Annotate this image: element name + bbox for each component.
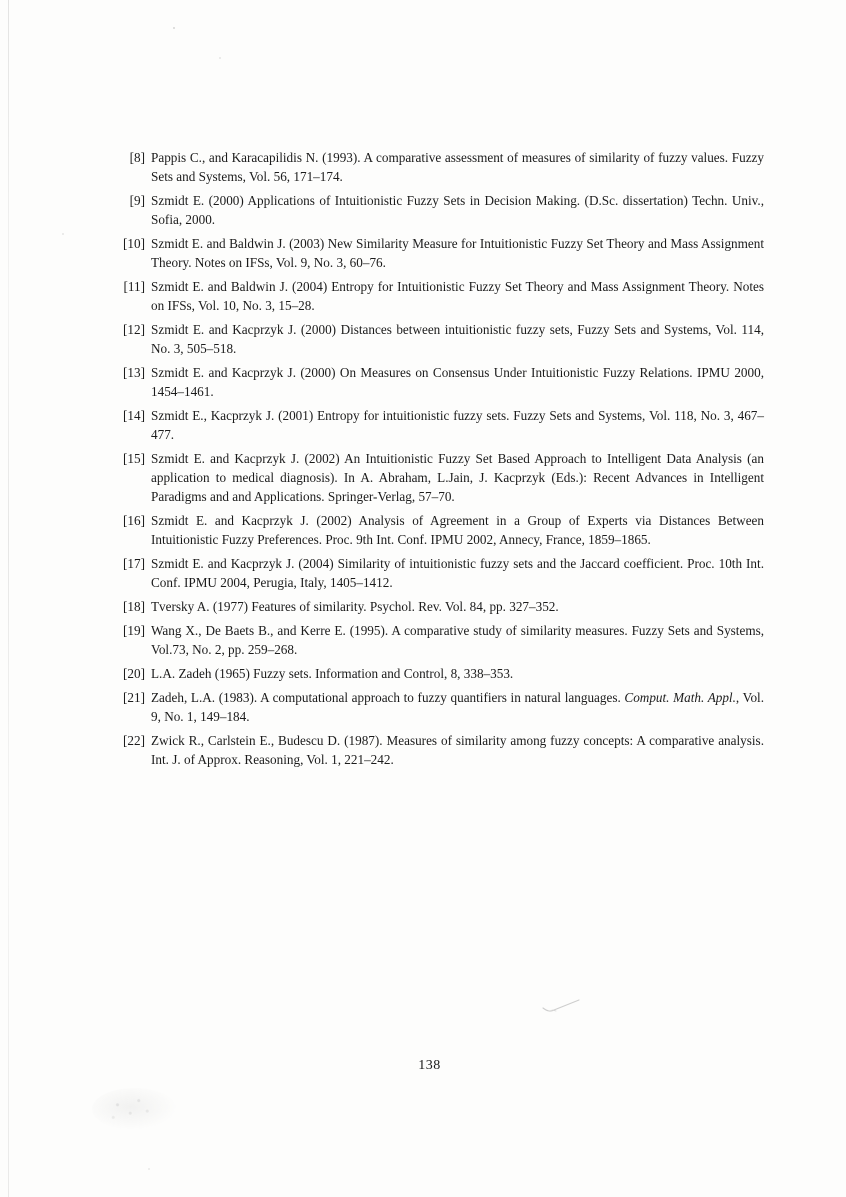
reference-number: [12]	[123, 322, 145, 337]
reference-text: Szmidt E. and Baldwin J. (2004) Entropy for Intuitionistic Fuzzy Set Theory and Mass Assignment Theory. Notes on IFSs, Vol. 10, No. 3, 15–28.	[151, 279, 764, 313]
reference-item	[119, 234, 764, 272]
reference-text: Szmidt E. and Kacprzyk J. (2000) On Measures on Consensus Under Intuitionistic Fuzzy Relations. IPMU 2000, 1454–1461.	[151, 365, 764, 399]
reference-item	[119, 320, 764, 358]
reference-item	[119, 363, 764, 401]
reference-text: Tversky A. (1977) Features of similarity. Psychol. Rev. Vol. 84, pp. 327–352.	[151, 599, 559, 614]
reference-text: Szmidt E. (2000) Applications of Intuitionistic Fuzzy Sets in Decision Making. (D.Sc. dissertation) Techn. Univ., Sofia, 2000.	[151, 193, 764, 227]
reference-number: [13]	[123, 365, 145, 380]
reference-number: [20]	[123, 666, 145, 681]
reference-text-segment: , Vol. 9, No. 1, 149–184.	[151, 690, 764, 724]
scan-speck-artifact	[173, 27, 175, 29]
pencil-checkmark-artifact	[541, 997, 583, 1015]
reference-item	[119, 449, 764, 506]
reference-text: L.A. Zadeh (1965) Fuzzy sets. Information and Control, 8, 338–353.	[151, 666, 514, 681]
reference-text: Wang X., De Baets B., and Kerre E. (1995). A comparative study of similarity measures. Fuzzy Sets and Systems, Vol.73, No. 2, pp. 259–268.	[151, 623, 764, 657]
reference-item	[119, 621, 764, 659]
reference-number: [22]	[123, 733, 145, 748]
reference-item	[119, 731, 764, 769]
reference-text-segment: Zadeh, L.A. (1983). A computational approach to fuzzy quantifiers in natural languages.	[151, 690, 625, 705]
reference-text: Szmidt E. and Baldwin J. (2003) New Similarity Measure for Intuitionistic Fuzzy Set Theory and Mass Assignment Theory. Notes on IFSs, Vol. 9, No. 3, 60–76.	[151, 236, 764, 270]
reference-number: [15]	[123, 451, 145, 466]
reference-number: [11]	[123, 279, 145, 294]
reference-text: Pappis C., and Karacapilidis N. (1993). A comparative assessment of measures of similarity of fuzzy values. Fuzzy Sets and Systems, Vol. 56, 171–174.	[151, 150, 764, 184]
reference-number: [17]	[123, 556, 145, 571]
scan-speck-artifact	[148, 1168, 150, 1170]
reference-text	[151, 688, 764, 726]
scan-edge-line-artifact	[8, 0, 9, 1197]
reference-number: [14]	[123, 408, 145, 423]
reference-number: [10]	[123, 236, 145, 251]
reference-item	[119, 554, 764, 592]
reference-item	[119, 597, 764, 616]
reference-item	[119, 277, 764, 315]
speckle-smudge-artifact	[92, 1088, 177, 1130]
reference-number: [8]	[129, 150, 145, 165]
reference-item	[119, 406, 764, 444]
reference-number: [21]	[123, 690, 145, 705]
scan-speck-artifact	[62, 233, 64, 235]
reference-list	[119, 148, 764, 774]
reference-journal-italic: Comput. Math. Appl.	[624, 690, 736, 705]
reference-item	[119, 688, 764, 726]
reference-text: Szmidt E. and Kacprzyk J. (2002) Analysis of Agreement in a Group of Experts via Distances Between Intuitionistic Fuzzy Preferences. Proc. 9th Int. Conf. IPMU 2002, Annecy, France, 1859–1865.	[151, 513, 764, 547]
reference-item	[119, 511, 764, 549]
page-number: 138	[418, 1058, 441, 1073]
reference-item	[119, 148, 764, 186]
reference-number: [18]	[123, 599, 145, 614]
reference-text: Szmidt E., Kacprzyk J. (2001) Entropy for intuitionistic fuzzy sets. Fuzzy Sets and Systems, Vol. 118, No. 3, 467–477.	[151, 408, 764, 442]
reference-text: Zwick R., Carlstein E., Budescu D. (1987). Measures of similarity among fuzzy concepts: A comparative analysis. Int. J. of Approx. Reasoning, Vol. 1, 221–242.	[151, 733, 764, 767]
reference-item	[119, 664, 764, 683]
reference-text: Szmidt E. and Kacprzyk J. (2004) Similarity of intuitionistic fuzzy sets and the Jaccard coefficient. Proc. 10th Int. Conf. IPMU 2004, Perugia, Italy, 1405–1412.	[151, 556, 764, 590]
reference-item	[119, 191, 764, 229]
reference-number: [9]	[129, 193, 145, 208]
reference-number: [19]	[123, 623, 145, 638]
reference-text: Szmidt E. and Kacprzyk J. (2002) An Intuitionistic Fuzzy Set Based Approach to Intelligent Data Analysis (an application to medical diagnosis). In A. Abraham, L.Jain, J. Kacprzyk (Eds.): Recent Advances in Intelligent Paradigms and and Applications. Springer-Verlag, 57–70.	[151, 451, 764, 504]
reference-number: [16]	[123, 513, 145, 528]
scan-speck-artifact	[219, 57, 221, 59]
reference-text: Szmidt E. and Kacprzyk J. (2000) Distances between intuitionistic fuzzy sets, Fuzzy Sets and Systems, Vol. 114, No. 3, 505–518.	[151, 322, 764, 356]
